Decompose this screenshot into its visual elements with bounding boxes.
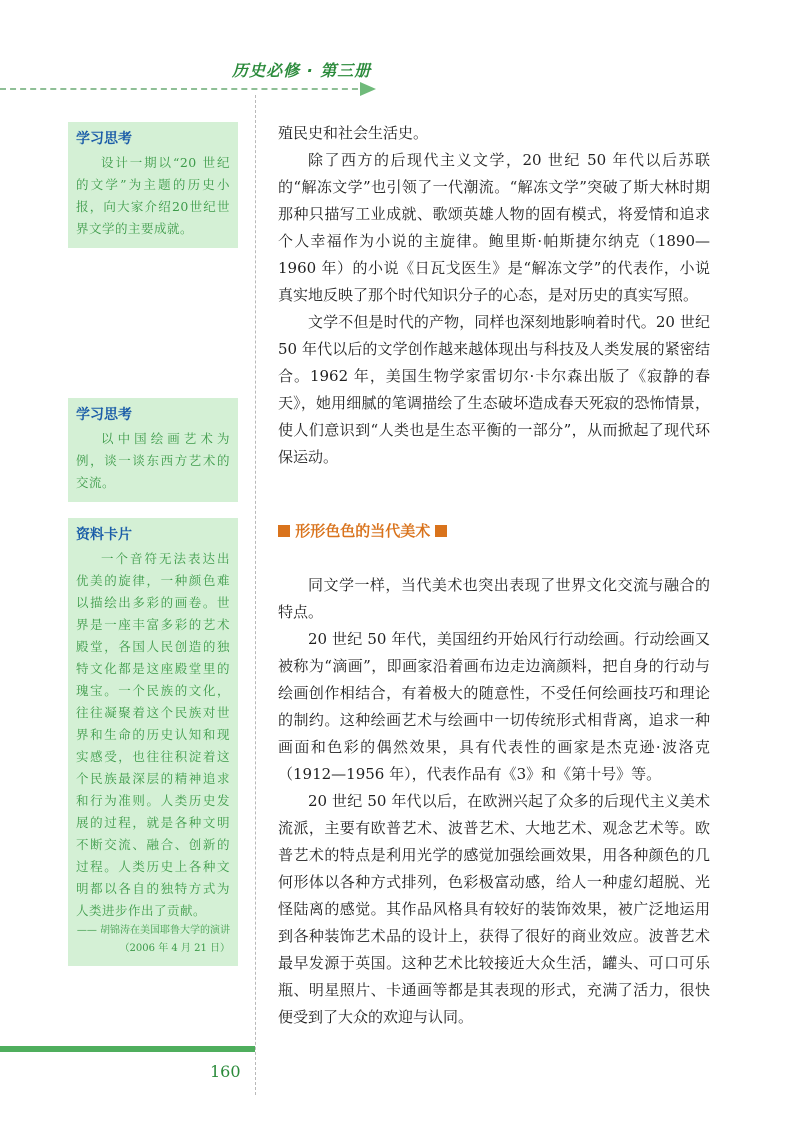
sidebar-box-body: 设计一期以“20 世纪的文学”为主题的历史小报，向大家介绍20世纪世界文学的主要成就。: [76, 155, 230, 236]
paragraph: 20 世纪 50 年代，美国纽约开始风行行动绘画。行动绘画又被称为“滴画”，即画家沿着画布边走边滴颜料，把自身的行动与绘画创作相结合，有着极大的随意性，不受任何绘画技巧和理论的制约。这种绘画艺术与绘画中一切传统形式相背离，追求一种画面和色彩的偶然效果，具有代表性的画家是杰克逊·波洛克（1912—1956 年），代表作品有《3》和《第十号》等。: [278, 630, 710, 783]
sidebar-box-title: 学习思考: [76, 407, 132, 423]
column-divider: [255, 95, 256, 1095]
paragraph: 文学不但是时代的产物，同样也深刻地影响着时代。20 世纪 50 年代以后的文学创作越来越体现出与科技及人类发展的紧密结合。1962 年，美国生物学家雷切尔·卡尔森出版了《寂静的春天》，她用细腻的笔调描绘了生态破坏造成春天死寂的恐怖情景，使人们意识到“人类也是生态平衡的一部分”，从而掀起了现代环保运动。: [278, 313, 710, 466]
sidebar-box-title: 学习思考: [76, 131, 132, 147]
sidebar-box-study-thinking-2: [68, 398, 238, 502]
section-heading: [278, 520, 447, 541]
footer-bar: [0, 1046, 255, 1052]
sidebar-box-body: 一个音符无法表达出优美的旋律，一种颜色难以描绘出多彩的画卷。世界是一座丰富多彩的艺术殿堂，各国人民创造的独特文化都是这座殿堂里的瑰宝。一个民族的文化，往往凝聚着这个民族对世界和生命的历史认知和现实感受，也往往积淀着这个民族最深层的精神追求和行为准则。人类历史发展的过程，就是各种文明不断交流、融合、创新的过程。人类历史上各种文明都以各自的独特方式为人类进步作出了贡献。: [76, 551, 230, 918]
quote-source: —— 胡锦涛在美国耶鲁大学的演讲（2006 年 4 月 21 日）: [76, 925, 230, 954]
paragraph: 殖民史和社会生活史。: [278, 124, 429, 142]
paragraph: 除了西方的后现代主义文学，20 世纪 50 年代以后苏联的“解冻文学”也引领了一代潮流。“解冻文学”突破了斯大林时期那种只描写工业成就、歌颂英雄人物的固有模式，将爱情和追求个人幸福作为小说的主旋律。鲍里斯·帕斯捷尔纳克（1890—1960 年）的小说《日瓦戈医生》是“解冻文学”的代表作，小说真实地反映了那个时代知识分子的心态，是对历史的真实写照。: [278, 151, 710, 304]
main-text-bottom: [278, 572, 710, 1031]
page-number: 160: [210, 1062, 241, 1081]
sidebar-box-title: 资料卡片: [76, 527, 132, 543]
paragraph: 同文学一样，当代美术也突出表现了世界文化交流与融合的特点。: [278, 576, 710, 621]
sidebar-box-data-card: [68, 518, 238, 966]
arrow-right-icon: [360, 82, 376, 96]
sidebar-box-study-thinking-1: [68, 122, 238, 248]
running-header-title: 历史必修 · 第三册: [232, 61, 372, 80]
main-text-top: [278, 120, 710, 471]
header-divider: [0, 88, 368, 90]
sidebar-box-body: 以中国绘画艺术为例，谈一谈东西方艺术的交流。: [76, 431, 230, 490]
paragraph: 20 世纪 50 年代以后，在欧洲兴起了众多的后现代主义美术流派，主要有欧普艺术、波普艺术、大地艺术、观念艺术等。欧普艺术的特点是利用光学的感觉加强绘画效果，用各种颜色的几何形体以各种方式排列，色彩极富动感，给人一种虚幻超脱、光怪陆离的感觉。其作品风格具有较好的装饰效果，被广泛地运用到各种装饰艺术品的设计上，获得了很好的商业效应。波普艺术最早发源于英国。这种艺术比较接近大众生活，罐头、可口可乐瓶、明星照片、卡通画等都是其表现的形式，充满了活力，很快便受到了大众的欢迎与认同。: [278, 792, 710, 1026]
section-heading-text: 形形色色的当代美术: [295, 522, 431, 540]
square-icon: [278, 525, 290, 537]
square-icon: [435, 525, 447, 537]
